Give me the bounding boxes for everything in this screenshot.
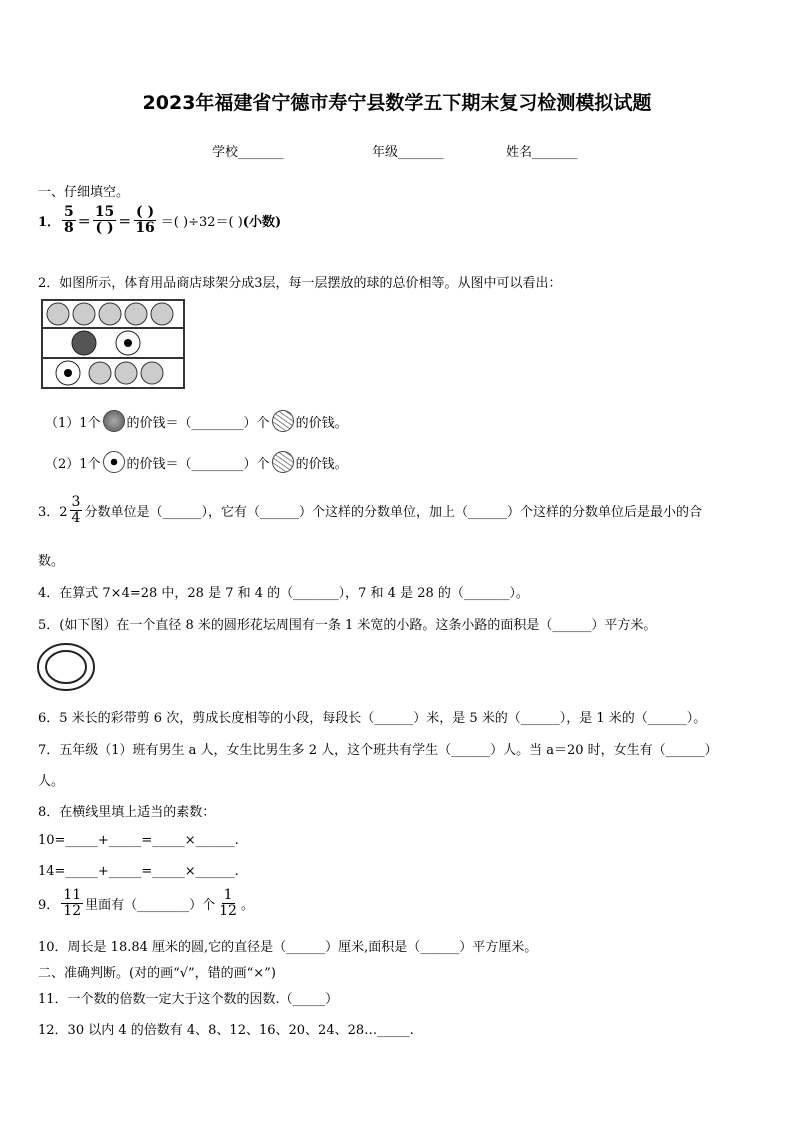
section-2-heading: 二、准确判断。(对的画“√”，错的画“×”) (38, 966, 276, 981)
q9-text: 里面有（________）个 (85, 898, 216, 914)
q3-text: 分数单位是（______），它有（______）个这样的分数单位，加上（______）个这样的分数单位后是最小的合 (84, 505, 702, 521)
question-1 (38, 205, 281, 237)
ring-path-figure (36, 642, 98, 694)
q9-number: 9． (38, 898, 60, 914)
question-2-part-2 (45, 451, 348, 473)
q1-fraction-3: $\frac{( )}{16}$ (135, 204, 155, 237)
question-3-cont: 数。 (38, 554, 65, 569)
ball-rack-figure (38, 298, 188, 392)
question-2: 2．如图所示，体育用品商店球架分成3层，每一层摆放的球的总价相等。从图中可以看出： (38, 276, 562, 291)
grade-field[interactable]: 年级_______ (372, 145, 444, 160)
name-field[interactable]: 姓名_______ (506, 145, 578, 160)
q3-number: 3．2 (38, 505, 68, 521)
question-3 (38, 495, 702, 527)
question-8: 8．在横线里填上适当的素数： (38, 805, 216, 820)
question-5: 5．(如下图）在一个直径 8 米的圆形花坛周围有一条 1 米宽的小路。这条小路的面积是（______）平方米。 (38, 618, 657, 633)
question-12: 12．30 以内 4 的倍数有 4、8、12、16、20、24、28…_____. (38, 1023, 414, 1038)
question-11: 11．一个数的倍数一定大于这个数的因数.（_____） (38, 992, 339, 1007)
page-title: 2023年福建省宁德市寿宁县数学五下期末复习检测模拟试题 (142, 92, 652, 114)
question-9 (38, 888, 254, 920)
q2-2-end: 的价钱。 (295, 456, 348, 472)
question-10: 10．周长是 18.84 厘米的圆,它的直径是（______）厘米,面积是（______）平方厘米。 (38, 940, 538, 955)
q2-1-label: （1）1个 (45, 415, 101, 431)
q1-note: (小数) (242, 215, 282, 231)
question-6: 6．5 米长的彩带剪 6 次，剪成长度相等的小段，每段长（______）米，是 5 米的（______），是 1 米的（______）。 (38, 711, 707, 726)
q9-end: 。 (240, 898, 254, 914)
section-1-heading: 一、仔细填空。 (38, 185, 130, 200)
volleyball-icon (272, 410, 294, 432)
q1-tail: ＝( )÷32＝( ) (160, 215, 243, 231)
equals-sign: ＝ (118, 215, 132, 231)
q1-fraction-1: $\frac{5}{8}$ (64, 204, 74, 237)
q2-1-end: 的价钱。 (295, 415, 348, 431)
question-7-cont: 人。 (38, 774, 65, 789)
question-2-part-1 (45, 410, 348, 432)
question-8-line-2: 14=_____+_____=_____×______. (38, 864, 239, 879)
school-field[interactable]: 学校_______ (212, 145, 284, 160)
soccer-ball-icon (103, 451, 125, 473)
question-4: 4．在算式 7×4=28 中，28 是 7 和 4 的（_______），7 和 4 是 28 的（_______）。 (38, 586, 529, 601)
volleyball-icon (272, 451, 294, 473)
question-8-line-1: 10=_____+_____=_____×______. (38, 833, 239, 848)
question-7: 7．五年级（1）班有男生 a 人，女生比男生多 2 人，这个班共有学生（______）人。当 a＝20 时，女生有（______） (38, 743, 718, 758)
q3-fraction: $\frac{3}{4}$ (71, 494, 81, 527)
equals-sign: ＝ (77, 215, 91, 231)
q1-fraction-2: $\frac{15}{( )}$ (94, 204, 115, 237)
q9-fraction-1: $\frac{11}{12}$ (63, 887, 82, 920)
q1-number: 1． (38, 215, 61, 231)
q9-fraction-2: $\frac{1}{12}$ (219, 887, 237, 920)
q2-2-label: （2）1个 (45, 456, 101, 472)
basketball-icon (103, 410, 125, 432)
q2-2-middle: 的价钱＝（________）个 (126, 456, 270, 472)
q2-1-middle: 的价钱＝（________）个 (126, 415, 270, 431)
